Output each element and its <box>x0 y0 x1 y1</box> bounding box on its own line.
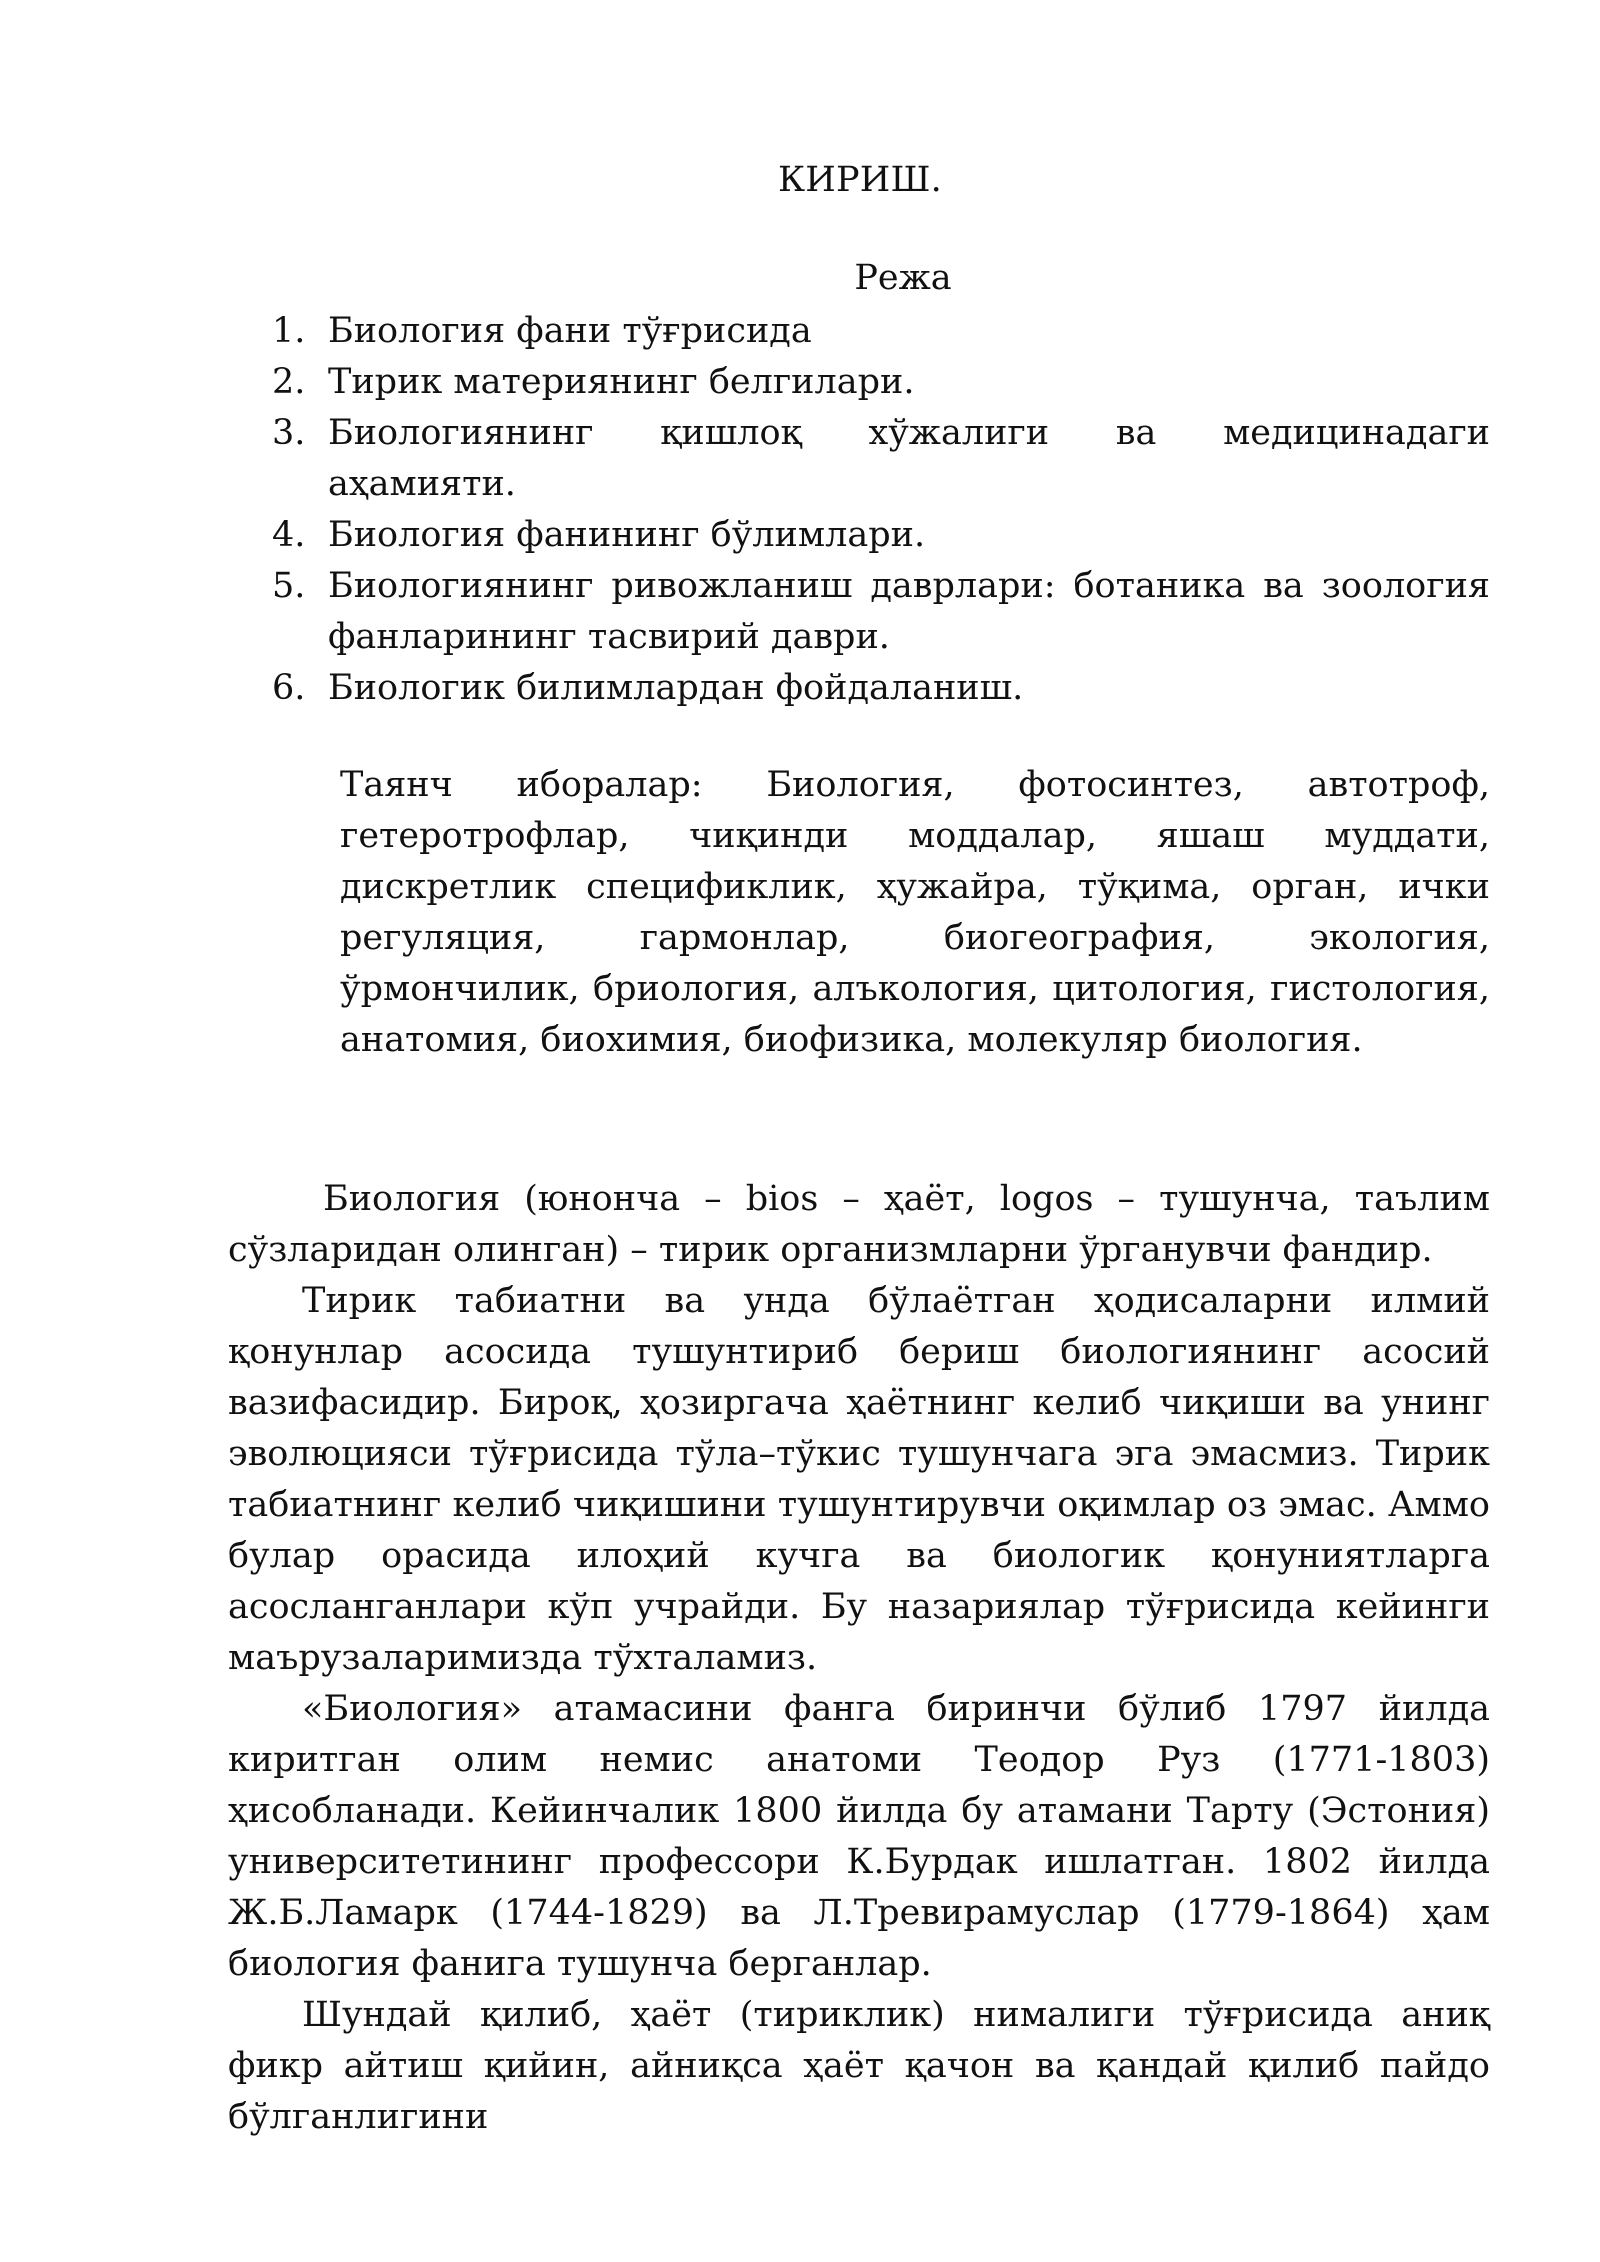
plan-item-text: Биология фанининг бўлимлари. <box>328 515 926 555</box>
paragraph: Тирик табиатни ва унда бўлаётган ҳодисаларни илмий қонунлар асосида тушунтириб бериш биологиянинг асосий вазифасидир. Бироқ, ҳозиргача ҳаётнинг келиб чиқиши ва унинг эволюцияси тўғрисида тўла–тўкис тушунчага эга эмасмиз. Тирик табиатнинг келиб чиқишини тушунтирувчи оқимлар оз эмас. Аммо булар орасида илоҳий кучга ва биологик қонуниятларга асосланганлари кўп учрайди. Бу назариялар тўғрисида кейинги маърузаларимизда тўхталамиз. <box>228 1281 1490 1678</box>
document-title: КИРИШ. <box>778 160 942 200</box>
paragraph: Шундай қилиб, ҳаёт (тириклик) нималиги тўғрисида аниқ фикр айтиш қийин, айниқса ҳаёт қачон ва қандай қилиб пайдо бўлганлигини <box>228 1995 1490 2137</box>
plan-item-4 <box>272 510 1490 561</box>
plan-item-number: 2. <box>272 362 306 402</box>
plan-item-2 <box>272 357 1490 408</box>
plan-item-text: Биологик билимлардан фойдаланиш. <box>328 668 1024 708</box>
plan-item-text: Биологиянинг ривожланиш даврлари: ботаника ва зоология фанларининг тасвирий даври. <box>328 566 1490 657</box>
plan-item-number: 3. <box>272 413 306 453</box>
paragraph: «Биология» атамасини фанга биринчи бўлиб 1797 йилда киритган олим немис анатоми Теодор Руз (1771-1803) ҳисобланади. Кейинчалик 1800 йилда бу атамани Тарту (Эстония) университетининг профессори К.Бурдак ишлатган. 1802 йилда Ж.Б.Ламарк (1744-1829) ва Л.Тревирамуслар (1779-1864) ҳам биология фанига тушунча берганлар. <box>228 1689 1490 1984</box>
plan-item-text: Биология фани тўғрисида <box>328 311 812 351</box>
key-terms-block: Таянч иборалар: Биология, фотосинтез, автотроф, гетеротрофлар, чиқинди моддалар, яшаш муддати, дискретлик спецификлик, ҳужайра, тўқима, орган, ички регуляция, гармонлар, биогеография, экология, ўрмончилик, бриология, алъкология, цитология, гистология, анатомия, биохимия, биофизика, молекуляр биология. <box>340 765 1490 1060</box>
plan-item-number: 6. <box>272 668 306 708</box>
plan-item-number: 4. <box>272 515 306 555</box>
body-text <box>228 1174 1490 2143</box>
plan-item-number: 1. <box>272 311 306 351</box>
plan-item-3 <box>272 408 1490 510</box>
plan-item-text: Биологиянинг қишлоқ хўжалиги ва медицинадаги аҳамияти. <box>328 413 1490 504</box>
plan-item-text: Тирик материянинг белгилари. <box>328 362 915 402</box>
plan-heading: Режа <box>854 258 952 298</box>
paragraph: Биология (юнонча – bios – ҳаёт, logos – тушунча, таълим сўзларидан олинган) – тирик организмларни ўрганувчи фандир. <box>228 1179 1490 1270</box>
plan-item-6 <box>272 663 1490 714</box>
plan-list <box>272 306 1490 714</box>
plan-item-1 <box>272 306 1490 357</box>
plan-item-number: 5. <box>272 566 306 606</box>
plan-item-5 <box>272 561 1490 663</box>
